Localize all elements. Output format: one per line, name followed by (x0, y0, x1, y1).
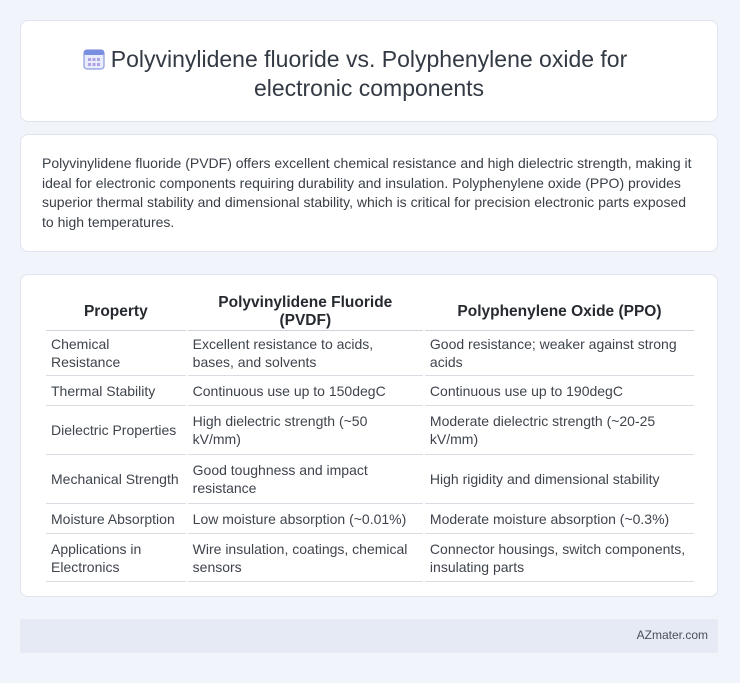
pvdf-cell: Good toughness and impact resistance (188, 455, 423, 504)
pvdf-cell: Wire insulation, coatings, chemical sensors (188, 534, 423, 582)
property-cell: Moisture Absorption (46, 504, 186, 534)
table-row (46, 406, 694, 455)
ppo-cell: Moderate dielectric strength (~20-25 kV/mm) (425, 406, 694, 455)
property-cell: Mechanical Strength (46, 455, 186, 504)
ppo-cell: Moderate moisture absorption (~0.3%) (425, 504, 694, 534)
ppo-cell: High rigidity and dimensional stability (425, 455, 694, 504)
property-cell: Thermal Stability (46, 376, 186, 406)
pvdf-cell: Excellent resistance to acids, bases, and solvents (188, 331, 423, 376)
table-row (46, 331, 694, 376)
table-row (46, 504, 694, 534)
intro-card (20, 134, 718, 252)
property-cell: Chemical Resistance (46, 331, 186, 376)
intro-paragraph: Polyvinylidene fluoride (PVDF) offers excellent chemical resistance and high dielectric strength, making it ideal for electronic components requiring durability and insulation. Polyphenylene oxide (PPO) provides superior thermal stability and dimensional stability, which is critical for precision electronic parts exposed to high temperatures. (42, 155, 692, 230)
ppo-cell: Continuous use up to 190degC (425, 376, 694, 406)
page-title: Polyvinylidene fluoride vs. Polyphenylene oxide for electronic components (110, 46, 628, 101)
table-row (46, 534, 694, 582)
footer-brand: AZmater.com (636, 628, 708, 642)
footer-bar (20, 619, 718, 653)
property-cell: Applications in Electronics (46, 534, 186, 582)
table-row (46, 376, 694, 406)
pvdf-cell: Continuous use up to 150degC (188, 376, 423, 406)
comparison-table (44, 294, 696, 582)
header-ppo: Polyphenylene Oxide (PPO) (425, 294, 694, 331)
table-row (46, 455, 694, 504)
comparison-card (20, 274, 718, 597)
header-property: Property (46, 294, 186, 331)
pvdf-cell: High dielectric strength (~50 kV/mm) (188, 406, 423, 455)
pvdf-cell: Low moisture absorption (~0.01%) (188, 504, 423, 534)
ppo-cell: Good resistance; weaker against strong acids (425, 331, 694, 376)
property-cell: Dielectric Properties (46, 406, 186, 455)
ppo-cell: Connector housings, switch components, insulating parts (425, 534, 694, 582)
table-header-row (46, 294, 694, 331)
title-card (20, 20, 718, 122)
header-pvdf: Polyvinylidene Fluoride (PVDF) (188, 294, 423, 331)
